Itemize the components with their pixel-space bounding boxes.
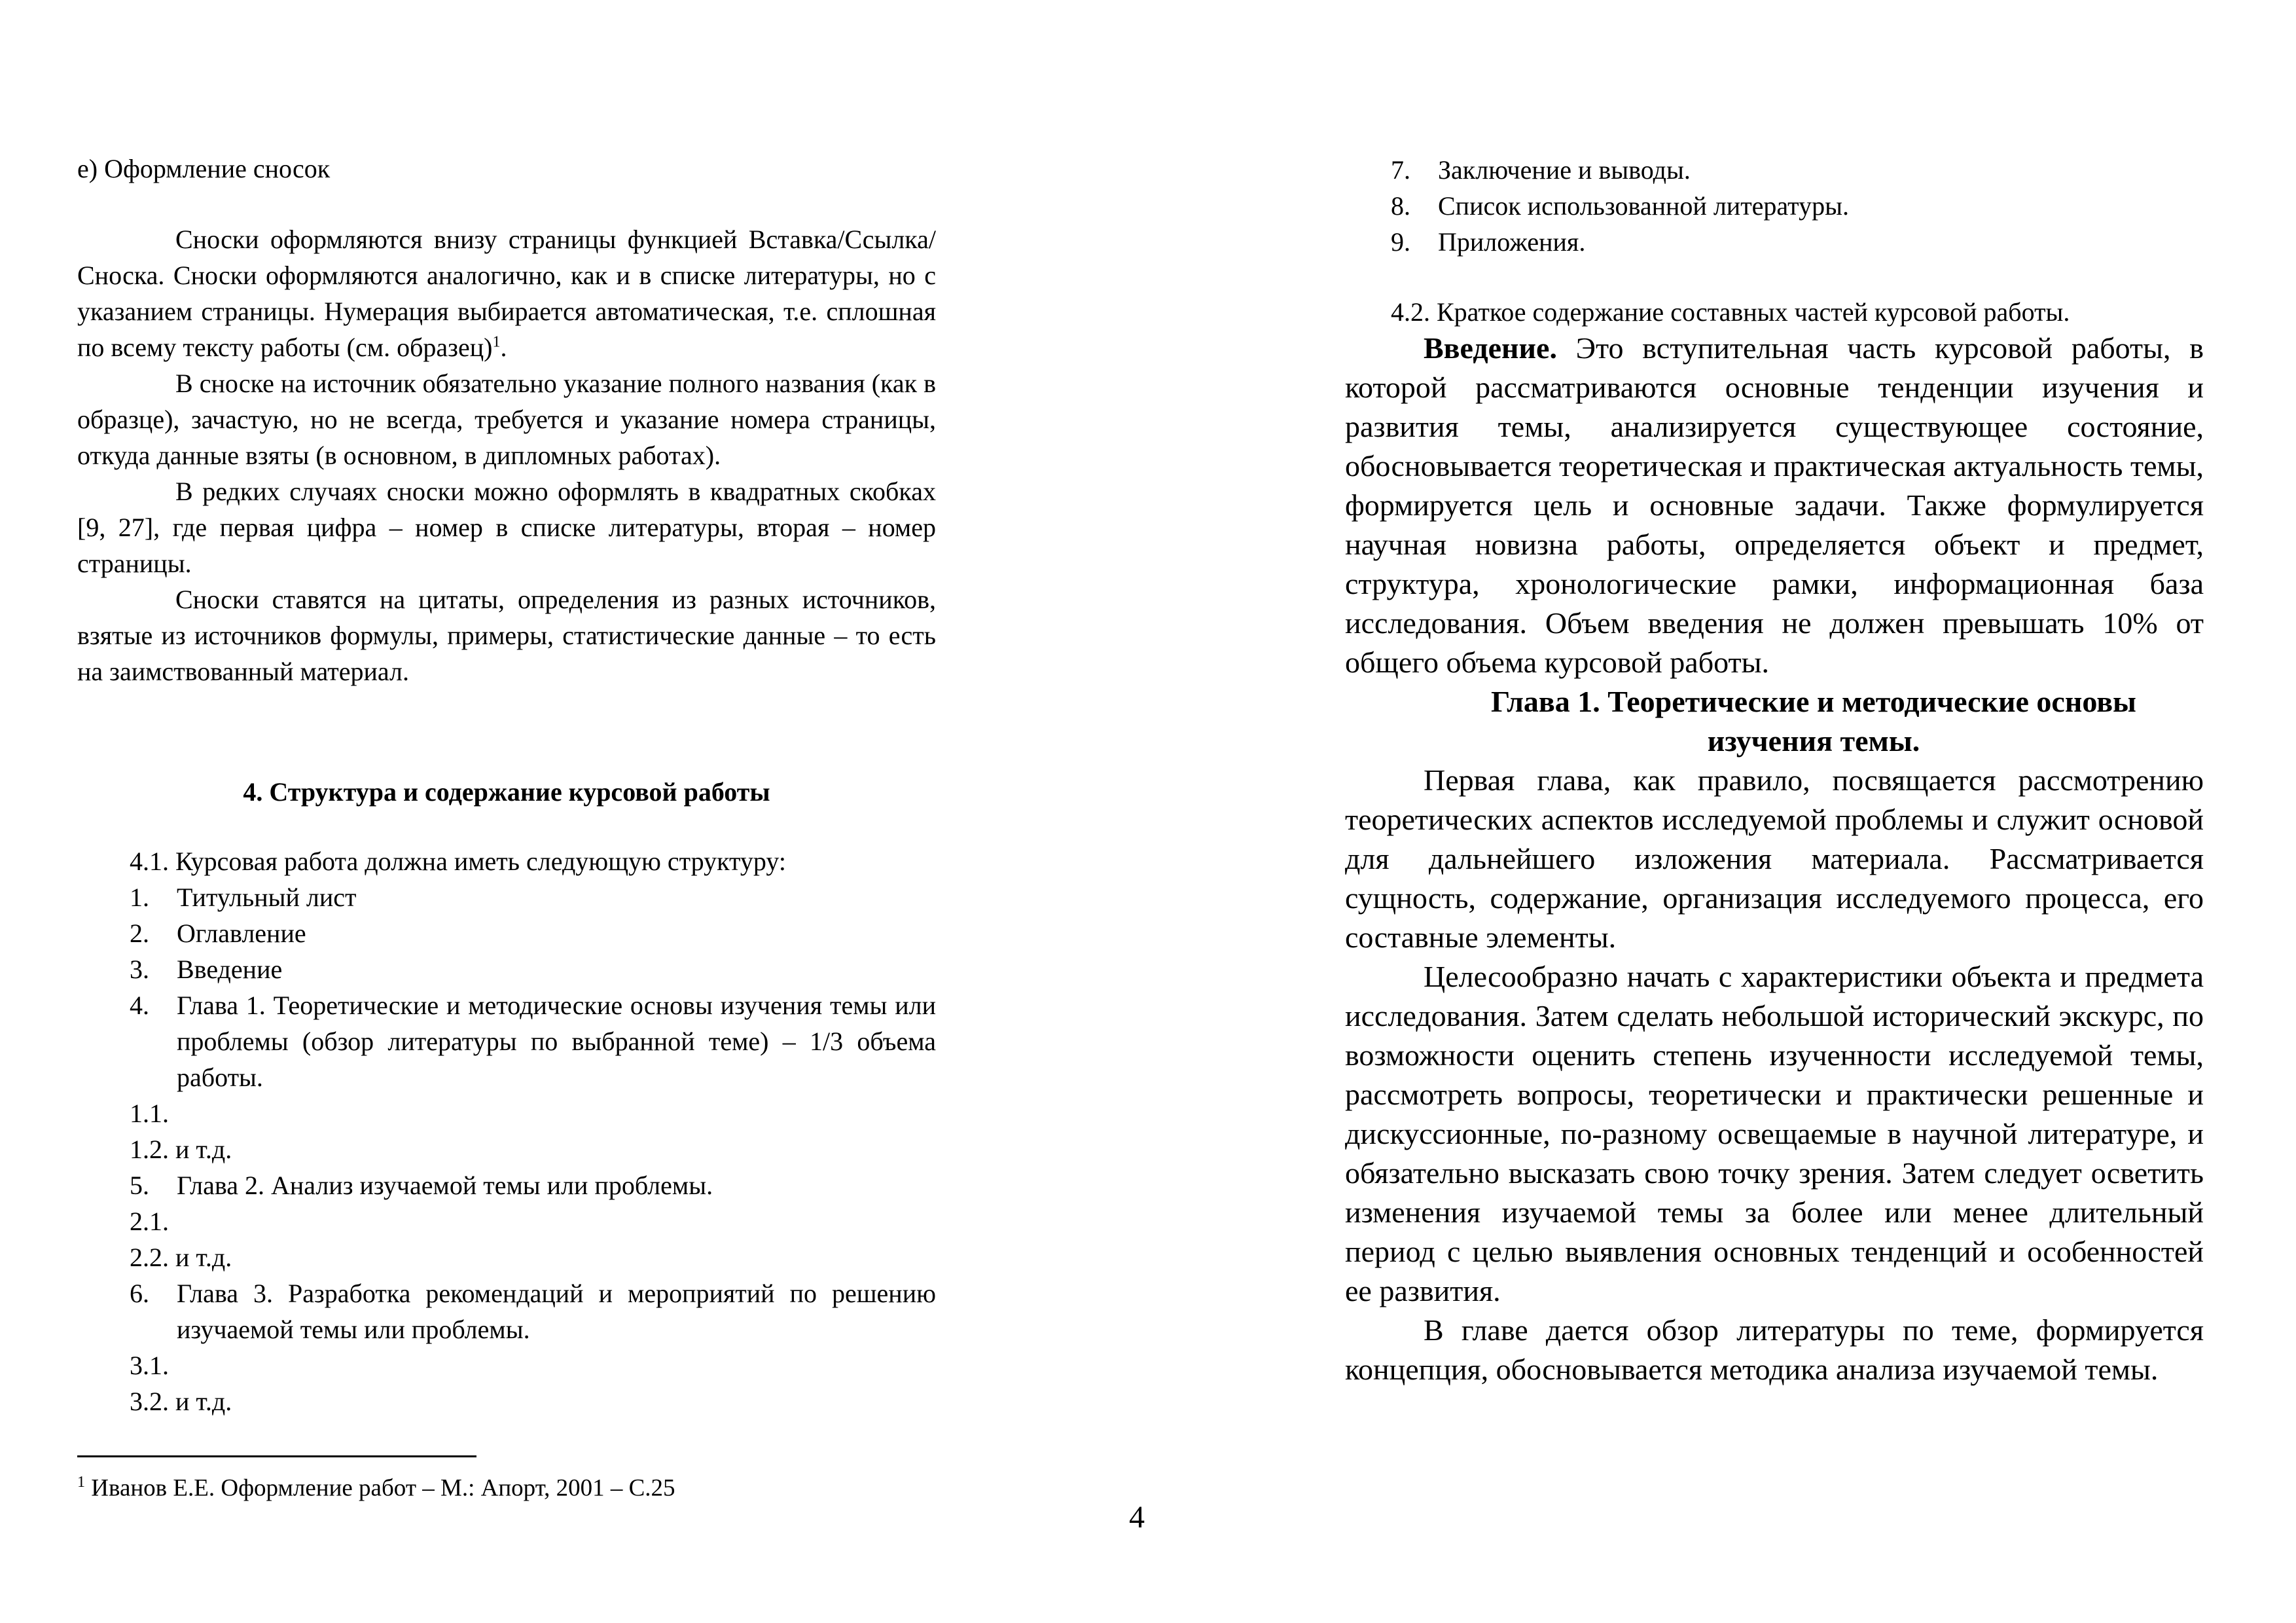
list-item <box>130 1095 936 1131</box>
footnote-mark: 1 <box>77 1474 85 1491</box>
list-item-text: Глава 3. Разработка рекомендаций и мероприятий по решению изучаемой темы или проблемы. <box>177 1279 936 1344</box>
list-item-text: 1.2. и т.д. <box>130 1135 232 1164</box>
list-item <box>130 1275 936 1347</box>
list-item-text: Приложения. <box>1438 227 1586 257</box>
list-item-text: 2.2. и т.д. <box>130 1243 232 1272</box>
list-item <box>130 1131 936 1167</box>
chapter-1-heading: Глава 1. Теоретические и методические основы изучения темы. <box>1491 685 2136 757</box>
footnote-text: Иванов Е.Е. Оформление работ – М.: Апорт, 2001 – С.25 <box>91 1474 675 1502</box>
list-item <box>130 951 936 987</box>
list-item-number: 1. <box>130 883 149 912</box>
right-page <box>1345 0 2204 1623</box>
footnotes-section <box>77 221 936 689</box>
paragraph: Целесообразно начать с характеристики объекта и предмета исследования. Затем сделать небольшой исторический экскурс, по возможности оценить степень изученности исследуемой темы, рассмотреть вопросы, теоретически и практически решенные и дискуссионные, по-разному освещаемые в научной литературе, и обязательно высказать свою точку зрения. Затем следует осветить изменения изучаемой темы за более или менее длительный период с целью выявления основных тенденций и особенностей ее развития. <box>1345 960 2204 1307</box>
introduction-paragraph: Введение. Это вступительная часть курсовой работы, в которой рассматриваются основные тенденции изучения и развития темы, анализируется существующее состояние, обосновывается теоретическая и практическая актуальность темы, формируется цель и основные задачи. Также формулируется научная новизна работы, определяется объект и предмет, структура, хронологические рамки, информационная база исследования. Объем введения не должен превышать 10% от общего объема курсовой работы. <box>1345 331 2204 679</box>
list-item <box>130 1167 936 1203</box>
paragraph: В редких случаях сноски можно оформлять в квадратных скобках [9, 27], где первая цифра – номер в списке литературы, вторая – номер страницы. <box>77 477 936 578</box>
list-item <box>130 1239 936 1275</box>
list-item <box>1345 224 2204 260</box>
paragraph: Сноски оформляются внизу страницы функцией Вставка/Ссылка/Сноска. Сноски оформляются аналогично, как и в списке литературы, но с указанием страницы. Нумерация выбирается автоматическая, т.е. сплошная по всему тексту работы (см. образец)$^1$. <box>77 225 936 362</box>
list-item-text: Глава 2. Анализ изучаемой темы или проблемы. <box>177 1171 713 1200</box>
list-item <box>130 1383 936 1419</box>
list-item-number: 7. <box>1391 155 1410 185</box>
paragraph: Сноски ставятся на цитаты, определения из разных источников, взятые из источников формулы, примеры, статистические данные – то есть на заимствованный материал. <box>77 585 936 686</box>
list-item-number: 4. <box>130 991 149 1020</box>
paragraph: В сноске на источник обязательно указание полного названия (как в образце), зачастую, но не всегда, требуется и указание номера страницы, откуда данные взяты (в основном, в дипломных работах). <box>77 369 936 470</box>
list-item-text: Оглавление <box>177 919 306 948</box>
list-item-text: 3.1. <box>130 1351 169 1380</box>
left-page <box>77 0 936 1623</box>
list-item-text: 2.1. <box>130 1207 169 1236</box>
list-item-number: 6. <box>130 1279 149 1308</box>
subsection-4-2: 4.2. Краткое содержание составных частей курсовой работы. <box>1391 297 2070 327</box>
structure-list-continued <box>1345 152 2204 260</box>
list-item-text: 1.1. <box>130 1099 169 1128</box>
structure-intro: 4.1. Курсовая работа должна иметь следующую структуру: <box>130 847 786 876</box>
list-item <box>1345 188 2204 224</box>
structure-list <box>130 843 936 1419</box>
list-item <box>130 1203 936 1239</box>
section-e-title: е) Оформление сносок <box>77 154 331 183</box>
list-item-number: 5. <box>130 1171 149 1200</box>
list-item-text: Глава 1. Теоретические и методические основы изучения темы или проблемы (обзор литературы по выбранной теме) – 1/3 объема работы. <box>177 991 936 1092</box>
section-heading-4: 4. Структура и содержание курсовой работы <box>243 777 770 807</box>
list-item-text: Введение <box>177 955 283 984</box>
paragraph: В главе дается обзор литературы по теме, формируется концепция, обосновывается методика анализа изучаемой темы. <box>1345 1313 2204 1386</box>
list-item-number: 3. <box>130 955 149 984</box>
list-item <box>130 987 936 1095</box>
footnote <box>77 1467 675 1504</box>
footnote-separator <box>77 1455 476 1457</box>
list-item <box>1345 152 2204 188</box>
paragraph: Первая глава, как правило, посвящается рассмотрению теоретических аспектов исследуемой проблемы и служит основой для дальнейшего изложения материала. Рассматривается сущность, содержание, организация исследуемого процесса, его составные элементы. <box>1345 763 2204 954</box>
content-description <box>1345 329 2204 1389</box>
list-item-number: 8. <box>1391 191 1410 221</box>
list-item-number: 9. <box>1391 227 1410 257</box>
list-item-text: Титульный лист <box>177 883 357 912</box>
list-item-text: 3.2. и т.д. <box>130 1387 232 1416</box>
list-item <box>130 879 936 915</box>
footnote-reference[interactable]: 1 <box>492 333 501 351</box>
introduction-label: Введение. <box>1424 331 1557 365</box>
list-item-text: Список использованной литературы. <box>1438 191 1849 221</box>
list-item <box>130 915 936 951</box>
list-item-text: Заключение и выводы. <box>1438 155 1691 185</box>
page-number: 4 <box>1129 1500 1145 1535</box>
list-item <box>130 1347 936 1383</box>
list-item-number: 2. <box>130 919 149 948</box>
